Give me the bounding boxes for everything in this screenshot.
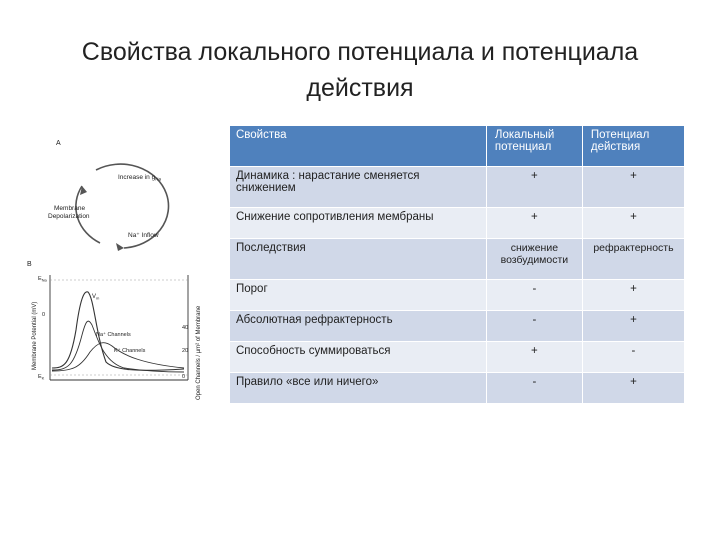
- row-property: Порог: [230, 280, 487, 311]
- na-channels-label: Na⁺ Channels: [96, 332, 131, 338]
- header-local-potential: Локальный потенциал: [487, 126, 583, 167]
- slide-title: [60, 34, 660, 106]
- panel-a-label: A: [56, 140, 61, 147]
- slide-title-line-1: Свойства локального потенциала и потенциала: [81, 38, 639, 66]
- header-action-potential: Потенциал действия: [583, 126, 684, 167]
- row-local-value: +: [487, 208, 583, 239]
- slide-title-line-2: действия: [306, 74, 414, 102]
- row-local-value: -: [487, 373, 583, 404]
- table-header-row: [230, 126, 684, 167]
- k-channels-curve: [52, 343, 184, 371]
- inflow-label: Na⁺ Inflow: [128, 232, 159, 239]
- ek-label: $E_K$: [38, 374, 45, 381]
- row-local-value: +: [487, 342, 583, 373]
- k-channels-label: K⁺ Channels: [114, 348, 146, 354]
- right-tick-20: 20: [182, 348, 189, 354]
- row-local-value: +: [487, 167, 583, 208]
- header-properties: Свойства: [230, 126, 487, 167]
- increase-label: Increase in $g_{Na}$: [118, 174, 161, 182]
- right-tick-40: 40: [182, 325, 189, 331]
- row-property: Абсолютная рефрактерность: [230, 311, 487, 342]
- y-left-label: Membrane Potential (mV): [32, 301, 38, 370]
- row-property: Способность суммироваться: [230, 342, 487, 373]
- row-property: Снижение сопротивления мембраны: [230, 208, 487, 239]
- action-potential-figure: [24, 130, 214, 405]
- table-row: [230, 342, 684, 373]
- panel-b-label: B: [27, 261, 32, 268]
- table-row: [230, 280, 684, 311]
- table-row: [230, 208, 684, 239]
- row-property: Правило «все или ничего»: [230, 373, 487, 404]
- na-channels-curve: [52, 321, 184, 372]
- row-action-value: рефрактерность: [583, 239, 684, 280]
- table-row: [230, 239, 684, 280]
- membrane-label-1: Membrane: [54, 205, 86, 212]
- row-local-value: -: [487, 311, 583, 342]
- row-action-value: -: [583, 342, 684, 373]
- row-local-value: снижение возбудимости: [487, 239, 583, 280]
- row-property: Последствия: [230, 239, 487, 280]
- row-action-value: +: [583, 373, 684, 404]
- table-row: [230, 373, 684, 404]
- row-action-value: +: [583, 167, 684, 208]
- row-action-value: +: [583, 208, 684, 239]
- ena-label: $E_{Na}$: [38, 276, 47, 283]
- arrow-head-icon: [116, 243, 124, 251]
- row-local-value: -: [487, 280, 583, 311]
- right-tick-0: 0: [182, 374, 186, 380]
- left-tick-0: 0: [42, 312, 46, 318]
- row-action-value: +: [583, 280, 684, 311]
- row-property: Динамика : нарастание сменяется снижением: [230, 167, 487, 208]
- y-right-label: Open Channels / μm² of Membrane: [196, 305, 202, 400]
- membrane-label-2: Depolarization: [48, 213, 90, 220]
- properties-table: [230, 126, 684, 404]
- vm-label: $V_m$: [92, 294, 100, 301]
- table-row: [230, 311, 684, 342]
- table-row: [230, 167, 684, 208]
- row-action-value: +: [583, 311, 684, 342]
